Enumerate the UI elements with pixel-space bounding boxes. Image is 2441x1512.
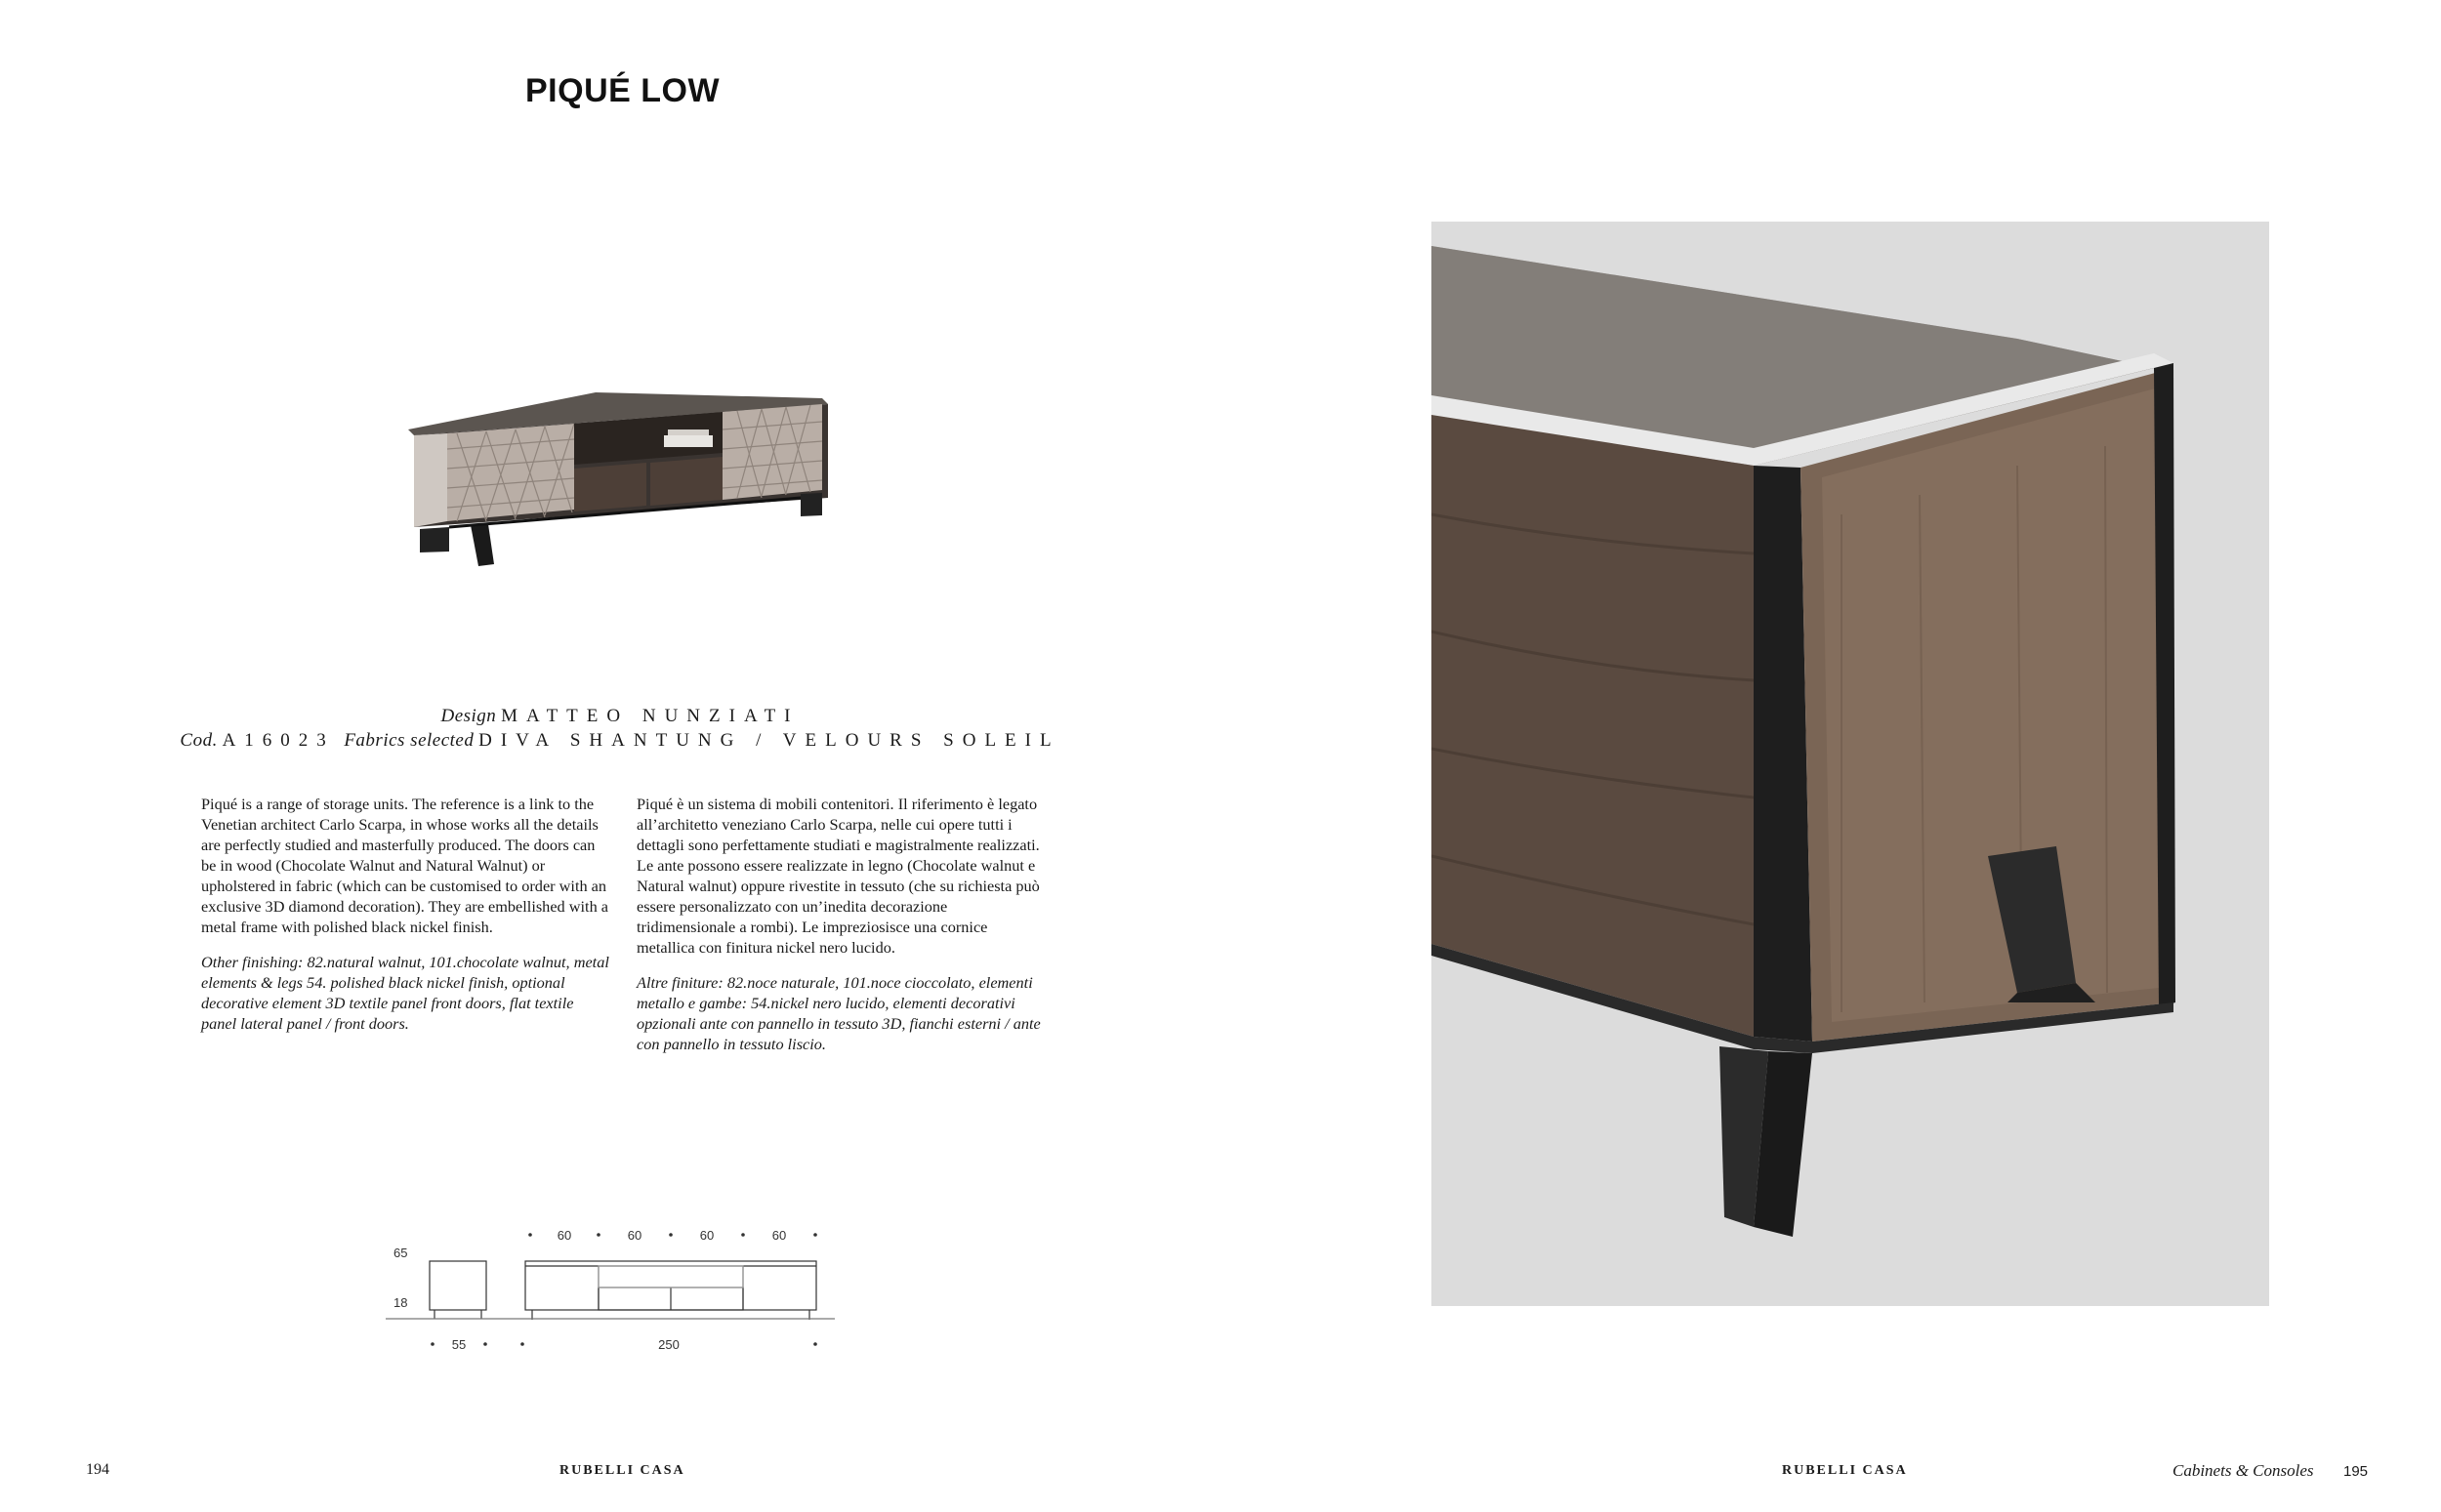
section-name: Cabinets & Consoles <box>2172 1461 2314 1480</box>
module-width-2: 60 <box>627 1228 642 1243</box>
dimension-drawing <box>386 1225 835 1362</box>
depth-dimension: 55 <box>451 1337 467 1352</box>
product-detail-photo <box>1431 222 2269 1306</box>
leg-height-dimension: 18 <box>393 1295 408 1310</box>
technical-drawing <box>386 1225 835 1362</box>
product-code: A16023 <box>222 730 335 751</box>
design-credit <box>0 706 1240 727</box>
module-width-4: 60 <box>771 1228 787 1243</box>
description-italian <box>637 794 1047 1069</box>
right-brand: RUBELLI CASA <box>1782 1463 1908 1478</box>
product-code-line <box>0 730 1240 752</box>
module-width-3: 60 <box>699 1228 715 1243</box>
width-dimension: 250 <box>658 1337 680 1352</box>
finishing-text-en: Other finishing: 82.natural walnut, 101.chocolate walnut, metal elements & legs 54. polished black nickel finish, optional decorative element 3D textile panel front doors, flat textile panel lateral panel / front doors. <box>201 953 609 1033</box>
fabrics-label: Fabrics selected <box>344 730 475 751</box>
left-brand: RUBELLI CASA <box>559 1463 685 1478</box>
designer-name: MATTEO NUNZIATI <box>501 706 800 726</box>
design-label: Design <box>440 706 497 726</box>
code-label: Cod. <box>180 730 218 751</box>
description-text-en: Piqué is a range of storage units. The reference is a link to the Venetian architect Carlo Scarpa, in whose works all the details are perfectly studied and masterfully produced. The doors can be in wood (Chocolate Walnut and Natural Walnut) or upholstered in fabric (which can be customised to order with an exclusive 3D diamond decoration). They are embellished with a metal frame with polished black nickel finish. <box>201 795 609 936</box>
product-thumbnail <box>400 390 840 595</box>
left-page-number: 194 <box>86 1461 109 1478</box>
description-text-it: Piqué è un sistema di mobili contenitori. Il riferimento è legato all’architetto veneziano Carlo Scarpa, nelle cui opere tutti i dettagli sono perfettamente studiati e magistralmente realizzati. Le ante possono essere realizzate in legno (Chocolate walnut e Natural walnut) oppure rivestite in tessuto (che su richiesta può essere personalizzato con un’inedita decorazione tridimensionale a rombi). Le impreziosisce una cornice metallica con finitura nickel nero lucido. <box>637 795 1040 957</box>
height-dimension: 65 <box>393 1246 408 1260</box>
module-width-1: 60 <box>557 1228 572 1243</box>
right-page-number: 195 <box>2343 1463 2369 1480</box>
page-title: PIQUÉ LOW <box>525 72 721 109</box>
fabrics-list: DIVA SHANTUNG / VELOURS SOLEIL <box>478 730 1060 751</box>
finishing-text-it: Altre finiture: 82.noce naturale, 101.noce cioccolato, elementi metallo e gambe: 54.nickel nero lucido, elementi decorativi opzionali ante con pannello in tessuto 3D, fianchi esterni / ante con pannello in tessuto liscio. <box>637 973 1041 1053</box>
description-english <box>201 794 611 1048</box>
